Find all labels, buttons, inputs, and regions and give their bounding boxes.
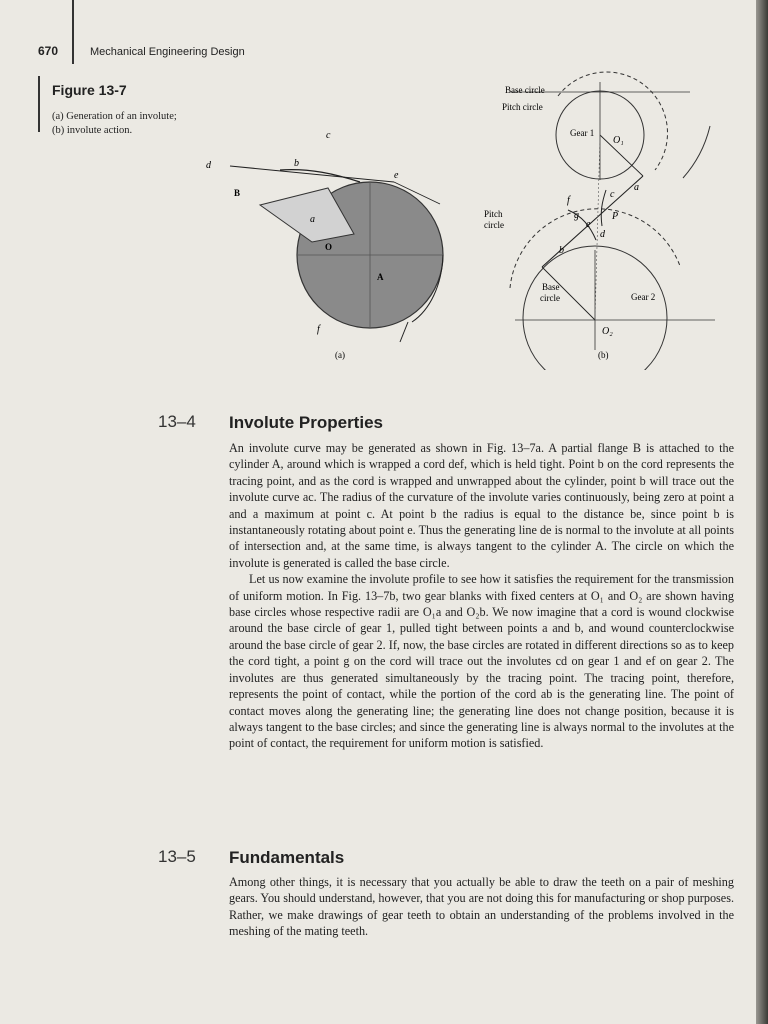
label-base-circle: Base circle bbox=[505, 85, 545, 95]
section-body bbox=[229, 440, 734, 752]
caption-part-b: (b) involute action. bbox=[52, 125, 133, 136]
cord-line bbox=[230, 166, 394, 182]
section-title: Fundamentals bbox=[229, 848, 345, 867]
label-b-b: b bbox=[559, 245, 564, 256]
caption-part-a: (a) Generation of an involute; bbox=[52, 111, 177, 122]
part-b-label: (b) bbox=[598, 350, 609, 360]
label-b-g: g bbox=[574, 210, 579, 221]
figure-part-a bbox=[206, 130, 443, 360]
figure-rule bbox=[38, 76, 40, 132]
label-a-B: B bbox=[234, 188, 241, 198]
part-a-label: (a) bbox=[335, 350, 345, 360]
label-a-O: O bbox=[325, 242, 333, 252]
label-a-A: A bbox=[377, 272, 384, 282]
figure-part-b bbox=[484, 72, 715, 370]
label-a-a: a bbox=[310, 214, 315, 225]
paragraph: Among other things, it is necessary that you actually be able to draw the teeth on a pair of meshing gears. You should understand, however, that you are not doing this for manufacturing or shop purposes. Rather, we make drawings of gear teeth to obtain an understanding of the problems involved in the meshing of the mating teeth. bbox=[229, 875, 734, 939]
label-o2: O₂ bbox=[602, 326, 613, 337]
header-rule bbox=[72, 0, 74, 64]
label-o1: O₁ bbox=[613, 135, 624, 146]
page-number: 670 bbox=[38, 44, 59, 58]
label-a-c: c bbox=[326, 130, 331, 141]
involute-curve bbox=[280, 170, 360, 182]
label-b-d: d bbox=[600, 229, 605, 240]
figure-title: Figure 13-7 bbox=[52, 82, 127, 98]
label-b-c: c bbox=[610, 189, 615, 200]
label-a-b: b bbox=[294, 158, 299, 169]
page-edge-shadow bbox=[756, 0, 768, 1024]
label-base-2a: Base bbox=[542, 282, 560, 292]
figure-13-7 bbox=[150, 70, 720, 370]
section-title: Involute Properties bbox=[229, 413, 383, 432]
label-b-P: P bbox=[612, 211, 619, 222]
label-b-e: e bbox=[586, 219, 591, 230]
label-pitch-2a: Pitch bbox=[484, 209, 503, 219]
line-of-action bbox=[542, 176, 643, 267]
label-gear-1: Gear 1 bbox=[570, 128, 595, 138]
label-gear-2: Gear 2 bbox=[631, 292, 656, 302]
paragraph: Let us now examine the involute profile to see how it satisfies the requirement for the transmission of uniform motion. In Fig. 13–7b, two gear blanks with fixed centers at O₁ and O₂ are shown having base circles whose respective radii are O₁a and O₂b. We now imagine that a cord is wound clockwise around the base circle of gear 1, pulled tight between points a and b, and wound counterclockwise around the base circle of gear 2. If, now, the base circles are rotated in different directions so as to keep the cord tight, a point g on the cord will trace out the involutes cd on gear 1 and ef on gear 2. The involutes are thus generated simultaneously by the tracing point. The tracing point, therefore, represents the point of contact, while the portion of the cord ab is the generating line. The point of contact moves along the generating line; the generating line does not change position, because it is always tangent to the base circles; and since the generating line is always normal to the involutes at the point of contact, the requirement for uniform motion is satisfied. bbox=[229, 572, 734, 751]
running-title: Mechanical Engineering Design bbox=[90, 46, 245, 58]
label-pitch-2b: circle bbox=[484, 220, 504, 230]
section-body bbox=[229, 874, 734, 940]
paragraph: An involute curve may be generated as shown in Fig. 13–7a. A partial flange B is attached to the cylinder A, around which is wrapped a cord def, which is held tight. Point b on the cord represents the tracing point, and as the cord is wrapped and unwrapped about the cylinder, point b will trace out the involute curve ac. The radius of the curvature of the involute varies continuously, being zero at point a and a maximum at point c. At point b the radius is equal to the distance be, since point b is instantaneously rotating about point e. Thus the generating line de is normal to the involute at all points of intersection and, at the same time, is always tangent to the cylinder A. The circle on which the involute is generated is called the base circle. bbox=[229, 441, 734, 570]
label-b-f: f bbox=[567, 195, 570, 206]
section-number: 13–4 bbox=[158, 412, 196, 431]
label-a-d: d bbox=[206, 160, 211, 171]
label-a-e: e bbox=[394, 170, 399, 181]
label-pitch-circle: Pitch circle bbox=[502, 102, 543, 112]
label-b-a: a bbox=[634, 182, 639, 193]
label-a-f: f bbox=[317, 324, 320, 335]
section-number: 13–5 bbox=[158, 847, 196, 866]
label-base-2b: circle bbox=[540, 293, 560, 303]
gear1-pitch-circle bbox=[558, 72, 668, 170]
